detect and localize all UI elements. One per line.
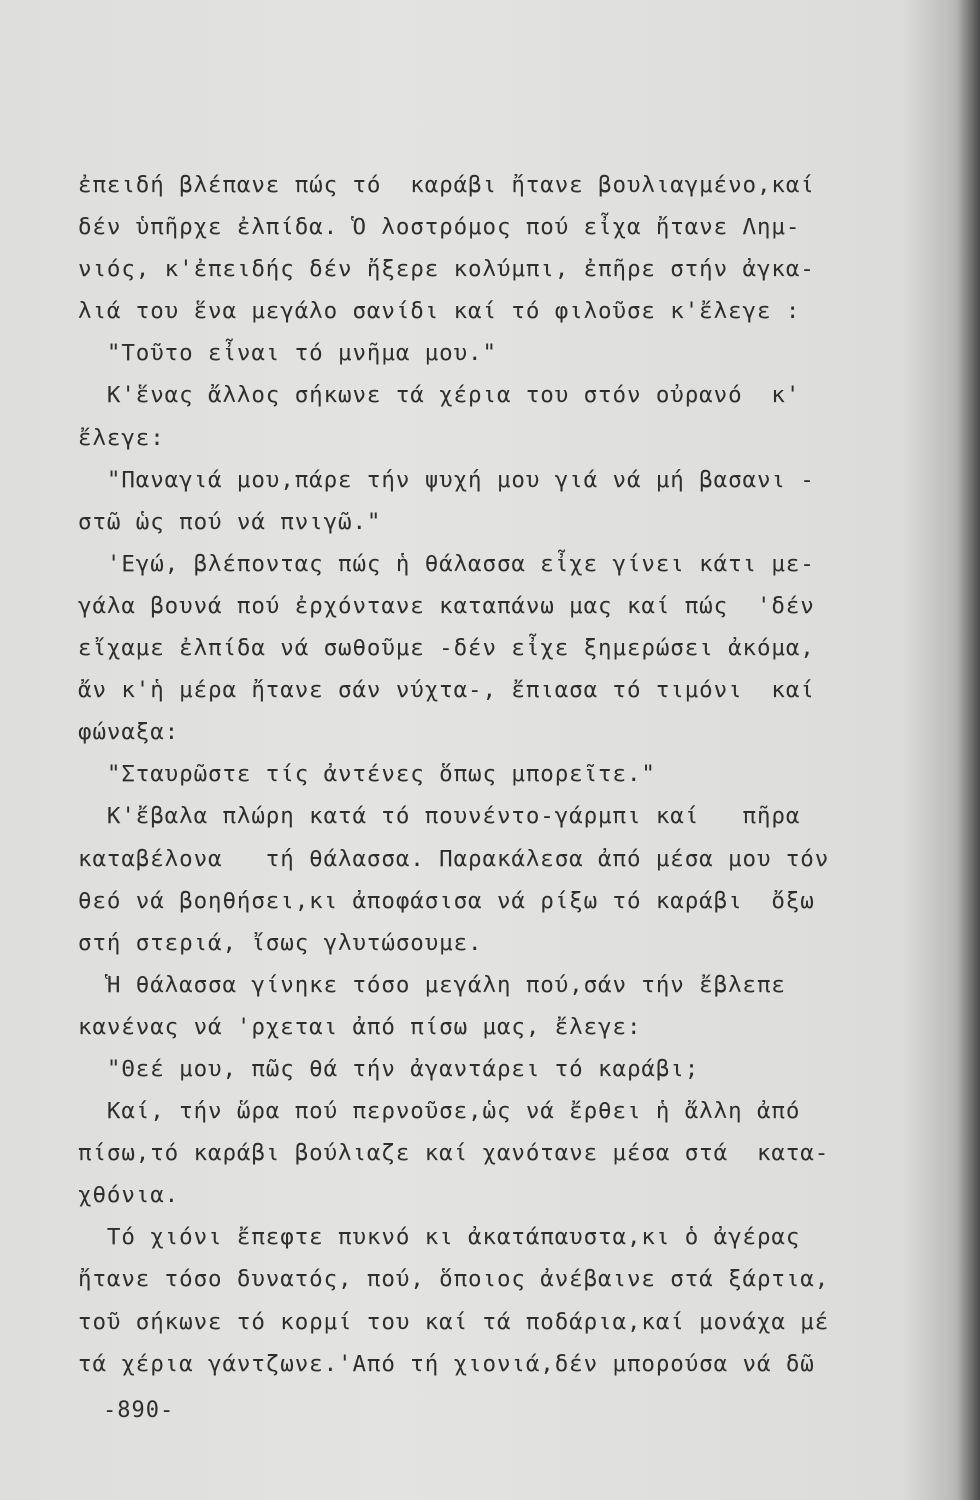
text-line: "Παναγιά μου,πάρε τήν ψυχή μου γιά νά μή βασανι - <box>78 466 815 493</box>
text-line: χθόνια. <box>78 1182 180 1209</box>
text-line: γάλα βουνά πού ἐρχόντανε καταπάνω μας καί πώς 'δέν <box>78 592 815 619</box>
text-line: ἄν κ'ἡ μέρα ἤτανε σάν νύχτα-, ἔπιασα τό τιμόνι καί <box>78 677 815 704</box>
text-line: Ἡ θάλασσα γίνηκε τόσο μεγάλη πού,σάν τήν ἔβλεπε <box>78 971 786 998</box>
text-line: στή στεριά, ἴσως γλυτώσουμε. <box>78 929 483 956</box>
text-line: εἴχαμε ἐλπίδα νά σωθοῦμε -δέν εἶχε ξημερώσει ἀκόμα, <box>78 635 815 662</box>
text-line: "Θεέ μου, πῶς θά τήν ἀγαντάρει τό καράβι; <box>78 1055 700 1082</box>
text-line: ἔλεγε: <box>78 424 165 451</box>
text-line: Κ'ἕνας ἄλλος σήκωνε τά χέρια του στόν οὐρανό κ' <box>78 382 801 409</box>
text-line: τά χέρια γάντζωνε.'Από τή χιονιά,δέν μπορούσα νά δῶ <box>78 1350 815 1377</box>
text-line: καταβέλονα τή θάλασσα. Παρακάλεσα ἀπό μέσα μου τόν <box>78 845 830 872</box>
text-line: νιός, κ'ἐπειδής δέν ἤξερε κολύμπι, ἐπῆρε στήν ἀγκα- <box>78 256 815 283</box>
text-line: 'Εγώ, βλέποντας πώς ἡ θάλασσα εἶχε γίνει κάτι με- <box>78 550 815 577</box>
text-line: ἤτανε τόσο δυνατός, πού, ὅποιος ἀνέβαινε στά ξάρτια, <box>78 1266 830 1293</box>
text-line: λιά του ἕνα μεγάλο σανίδι καί τό φιλοῦσε κ'ἔλεγε : <box>78 298 801 325</box>
page-text <box>78 164 948 1385</box>
text-line: "Σταυρῶστε τίς ἀντένες ὅπως μπορεῖτε." <box>78 761 656 788</box>
text-line: Τό χιόνι ἔπεφτε πυκνό κι ἀκατάπαυστα,κι ὁ ἀγέρας <box>78 1224 801 1251</box>
text-line: στῶ ὡς πού νά πνιγῶ." <box>78 508 382 535</box>
text-line: "Τοῦτο εἶναι τό μνῆμα μου." <box>78 340 497 367</box>
text-line: θεό νά βοηθήσει,κι ἀποφάσισα νά ρίξω τό καράβι ὄξω <box>78 887 815 914</box>
page-edge-shadow <box>958 0 980 1500</box>
text-line: κανένας νά 'ρχεται ἀπό πίσω μας, ἔλεγε: <box>78 1013 642 1040</box>
text-line: Καί, τήν ὥρα πού περνοῦσε,ὡς νά ἔρθει ἡ ἄλλη ἀπό <box>78 1098 801 1125</box>
text-line: φώναξα: <box>78 719 180 746</box>
text-line: Κ'ἔβαλα πλώρη κατά τό πουνέντο-γάρμπι καί πῆρα <box>78 803 801 830</box>
page-number: -890- <box>103 1398 175 1423</box>
text-line: ἐπειδή βλέπανε πώς τό καράβι ἤτανε βουλιαγμένο,καί <box>78 172 815 198</box>
text-line: δέν ὑπῆρχε ἐλπίδα. Ὁ λοστρόμος πού εἶχα ἤτανε Λημ- <box>78 214 801 241</box>
text-line: πίσω,τό καράβι βούλιαζε καί χανότανε μέσα στά κατα- <box>78 1140 830 1167</box>
text-line: τοῦ σήκωνε τό κορμί του καί τά ποδάρια,καί μονάχα μέ <box>78 1308 830 1335</box>
